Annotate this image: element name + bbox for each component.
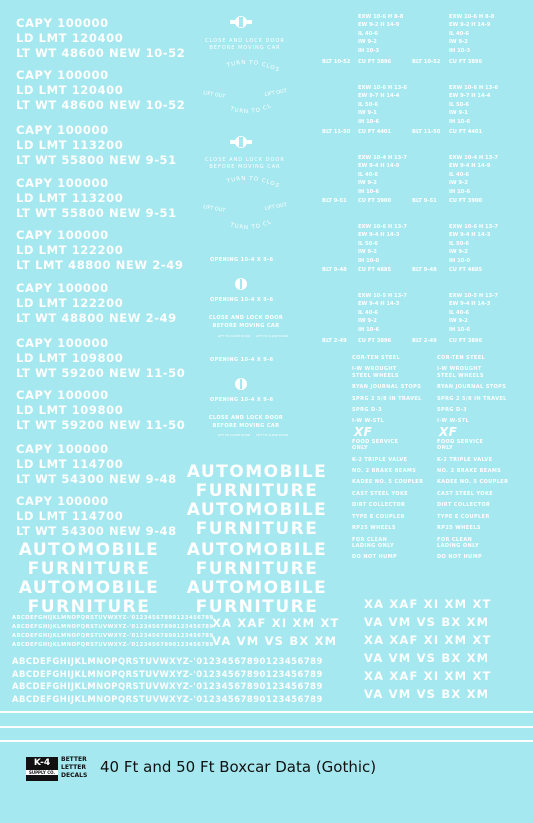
rp25-wheels: RP25 WHEELS xyxy=(437,525,481,532)
door-handle-icon xyxy=(230,134,252,156)
ih-line: IH 10-3 xyxy=(358,47,380,54)
iw-line: IW 9-2 xyxy=(449,180,468,187)
alpha-small-line: ABCDEFGHIJKLMNOPQRSTUVWXYZ-'01234567890123456789 xyxy=(12,633,214,639)
door-roller-icon xyxy=(234,376,248,395)
wrought-2: STEEL WHEELS xyxy=(352,372,399,379)
brake-beams: NO. 2 BRAKE BEAMS xyxy=(437,468,502,475)
iw-line: IW 9-1 xyxy=(358,110,377,117)
door-roller-icon xyxy=(234,276,248,295)
clean-2: LADING ONLY xyxy=(437,542,479,549)
lift-to-close-right: LIFT TO CLOSE DOOR xyxy=(256,334,289,338)
built-date: BLT 10-52 xyxy=(412,59,441,65)
ew-line: EW 9-4 H 14-3 xyxy=(358,232,400,239)
il-line: IL 50-6 xyxy=(358,101,379,108)
close-move-line-2: BEFORE MOVING CAR xyxy=(209,45,281,51)
turn-to-open-text: TURN TO CL xyxy=(229,103,273,116)
furniture-text: FURNITURE xyxy=(195,597,319,617)
close-lock-door-text xyxy=(206,415,286,430)
ih-line: IH 10-6 xyxy=(449,326,471,333)
load-limit-line: LD LMT 109800 xyxy=(16,403,124,417)
turn-to-close-text: TURN TO CLOS xyxy=(226,175,281,190)
light-weight-line: LT WT 55800 NEW 9-51 xyxy=(16,206,177,220)
alphabet-large xyxy=(12,655,323,705)
type-e-coupler: TYPE E COUPLER xyxy=(352,513,405,520)
exw-line: EXW 10-5 H 13-7 xyxy=(449,293,498,299)
stripe xyxy=(0,740,533,742)
built-date: BLT 2-49 xyxy=(322,338,347,344)
triple-valve: K-2 TRIPLE VALVE xyxy=(352,456,408,463)
wrought-1: I-W WROUGHT xyxy=(437,366,482,373)
lift-to-close-left: LIFT TO CLOSE DOOR xyxy=(218,334,251,338)
light-weight-line: LT WT 48800 NEW 2-49 xyxy=(16,311,177,325)
spring-travel: SPRG 2 5/8 IN TRAVEL xyxy=(437,395,507,402)
automobile-text: AUTOMOBILE xyxy=(18,540,160,560)
rp25-wheels: RP25 WHEELS xyxy=(352,525,396,532)
capy-line: CAPY 100000 xyxy=(16,494,109,508)
close-lock-line-1: CLOSE AND LOCK DOOR xyxy=(208,415,284,421)
tag-2: LETTER xyxy=(61,764,86,771)
il-line: IL 40-6 xyxy=(358,309,379,316)
tag-1: BETTER xyxy=(61,756,87,763)
type-e-coupler: TYPE E COUPLER xyxy=(437,513,490,520)
exw-line: EXW 10-4 H 13-7 xyxy=(358,155,407,161)
clean-1: FOR CLEAN xyxy=(352,536,388,543)
light-weight-line: LT WT 59200 NEW 11-50 xyxy=(16,418,186,432)
class-line-2: VA VM VS BX XM xyxy=(364,651,490,665)
built-date: BLT 10-52 xyxy=(322,59,351,65)
stripe xyxy=(0,711,533,713)
capy-block-10 xyxy=(16,494,177,539)
automobile-text: AUTOMOBILE xyxy=(18,578,160,598)
alpha-small-line: ABCDEFGHIJKLMNOPQRSTUVWXYZ-'01234567890123456789 xyxy=(12,624,214,630)
class-line-1: XA XAF XI XM XT xyxy=(364,597,492,611)
iw-line: IW 9-2 xyxy=(358,249,377,256)
xf-badge: XF xyxy=(439,424,458,439)
capy-line: CAPY 100000 xyxy=(16,228,109,242)
ih-line: IH 10-6 xyxy=(449,188,471,195)
exw-line: EXW 10-6 H 13-6 xyxy=(358,85,407,91)
opening-dimension-2: OPENING 10-4 X 9-6 xyxy=(210,297,274,303)
ih-line: IH 10-3 xyxy=(449,47,471,54)
capy-block-8 xyxy=(16,388,185,433)
exw-line: EXW 10-6 H 13-6 xyxy=(449,85,498,91)
furniture-text: FURNITURE xyxy=(195,481,319,501)
iw-line: IW 9-2 xyxy=(449,39,468,46)
built-date: BLT 9-48 xyxy=(412,267,437,273)
capy-block-2 xyxy=(16,68,185,113)
svg-text:TURN TO CLOSE xyxy=(197,172,281,190)
sprg: SPRG D-3 xyxy=(437,407,467,414)
capy-block-9 xyxy=(16,442,177,487)
ih-line: IH 10-6 xyxy=(358,326,380,333)
lift-out-right: LIFT OUT xyxy=(264,88,288,98)
alphabet-small xyxy=(12,614,214,650)
built-date: BLT 11-50 xyxy=(322,129,351,135)
food-2: ONLY xyxy=(437,445,454,452)
capy-block-3 xyxy=(16,123,177,168)
close-move-line-1: CLOSE AND LOCK DOOR xyxy=(205,38,285,44)
ew-line: EW 9-2 H 14-9 xyxy=(449,22,491,29)
load-limit-line: LD LMT 114700 xyxy=(16,457,124,471)
light-weight-line: LT WT 54300 NEW 9-48 xyxy=(16,472,177,486)
ih-line: IH 10-0 xyxy=(449,257,471,264)
il-line: IL 40-6 xyxy=(358,30,379,37)
load-limit-line: LD LMT 113200 xyxy=(16,191,124,205)
coupler: KADEE NO. 5 COUPLER xyxy=(437,479,509,486)
exw-line: EXW 10-6 H 8-8 xyxy=(449,14,495,20)
sprg: SPRG D-3 xyxy=(352,407,382,414)
il-line: IL 40-6 xyxy=(449,30,470,37)
exw-line: EXW 10-6 H 8-8 xyxy=(358,14,404,20)
lift-out-left: LIFT OUT xyxy=(202,90,226,100)
coupler: KADEE NO. 5 COUPLER xyxy=(352,479,424,486)
capy-block-5 xyxy=(16,228,183,273)
il-line: IL 50-6 xyxy=(358,240,379,247)
class-line-2: VA VM VS BX XM xyxy=(364,615,490,629)
class-line-1: XA XAF XI XM XT xyxy=(212,616,340,630)
cubic-feet: CU FT 4401 xyxy=(358,129,392,135)
close-lock-moving-text xyxy=(190,157,300,171)
close-move-line-1: CLOSE AND LOCK DOOR xyxy=(205,157,285,163)
logo-mark: K-4 xyxy=(33,758,51,768)
il-line: IL 50-6 xyxy=(449,101,470,108)
brand-logo xyxy=(26,757,58,781)
light-weight-line: LT WT 54300 NEW 9-48 xyxy=(16,524,177,538)
load-limit-line: LD LMT 109800 xyxy=(16,351,124,365)
cubic-feet: CU FT 4885 xyxy=(449,267,483,273)
do-not-hump: DO NOT HUMP xyxy=(437,554,483,561)
close-lock-door-text xyxy=(206,315,286,330)
capy-line: CAPY 100000 xyxy=(16,442,109,456)
iw-line: IW 9-2 xyxy=(358,39,377,46)
load-limit-line: LD LMT 122200 xyxy=(16,243,124,257)
exw-line: EXW 10-4 H 13-7 xyxy=(449,155,498,161)
ih-line: IH 10-0 xyxy=(358,257,380,264)
wrought-2: STEEL WHEELS xyxy=(437,372,484,379)
alpha-large-line: ABCDEFGHIJKLMNOPQRSTUVWXYZ-'01234567890123456789 xyxy=(12,693,323,704)
brake-beams: NO. 2 BRAKE BEAMS xyxy=(352,468,417,475)
class-codes-center xyxy=(212,614,340,650)
light-weight-line: LT WT 48600 NEW 10-52 xyxy=(16,98,186,112)
capy-line: CAPY 100000 xyxy=(16,68,109,82)
capy-line: CAPY 100000 xyxy=(16,281,109,295)
built-date: BLT 11-50 xyxy=(412,129,441,135)
ew-line: EW 9-7 H 14-4 xyxy=(358,93,400,100)
ih-line: IH 10-6 xyxy=(358,188,380,195)
logo-sub: SUPPLY CO. xyxy=(26,770,58,775)
close-lock-line-1: CLOSE AND LOCK DOOR xyxy=(208,315,284,321)
dirt-collector: DIRT COLLECTOR xyxy=(437,502,491,509)
ih-line: IH 10-6 xyxy=(449,118,471,125)
clean-2: LADING ONLY xyxy=(352,542,394,549)
furniture-text: FURNITURE xyxy=(195,519,319,539)
ew-line: EW 9-4 H 14-3 xyxy=(358,301,400,308)
il-line: IL 40-6 xyxy=(358,171,379,178)
food-1: FOOD SERVICE xyxy=(437,438,484,445)
iw-line: IW 9-2 xyxy=(358,318,377,325)
wrought-1: I-W WROUGHT xyxy=(352,366,397,373)
class-codes-right xyxy=(364,595,492,703)
built-date: BLT 2-49 xyxy=(412,338,437,344)
il-line: IL 40-6 xyxy=(449,171,470,178)
furniture-text: FURNITURE xyxy=(27,559,151,579)
xf-badge: XF xyxy=(354,424,373,439)
load-limit-line: LD LMT 120400 xyxy=(16,83,124,97)
furniture-text: FURNITURE xyxy=(27,597,151,617)
capy-block-6 xyxy=(16,281,177,326)
class-line-2: VA VM VS BX XM xyxy=(212,634,338,648)
load-limit-line: LD LMT 120400 xyxy=(16,31,124,45)
auto-furniture-center-2 xyxy=(182,541,332,617)
ew-line: EW 9-4 H 14-9 xyxy=(449,163,491,170)
built-date: BLT 9-51 xyxy=(412,198,437,204)
yoke: CAST STEEL YOKE xyxy=(352,490,409,497)
food-1: FOOD SERVICE xyxy=(352,438,399,445)
opening-dimension-3: OPENING 10-4 X 9-6 xyxy=(210,357,274,363)
lift-out-left: LIFT OUT xyxy=(202,204,226,214)
sheet-title: 40 Ft and 50 Ft Boxcar Data (Gothic) xyxy=(100,758,377,776)
load-limit-line: LD LMT 114700 xyxy=(16,509,124,523)
light-weight-line: LT WT 48600 NEW 10-52 xyxy=(16,46,186,60)
furniture-text: FURNITURE xyxy=(195,559,319,579)
capy-line: CAPY 100000 xyxy=(16,336,109,350)
automobile-text: AUTOMOBILE xyxy=(186,540,328,560)
capy-line: CAPY 100000 xyxy=(16,16,109,30)
dirt-collector: DIRT COLLECTOR xyxy=(352,502,406,509)
light-weight-line: LT WT 59200 NEW 11-50 xyxy=(16,366,186,380)
class-line-1: XA XAF XI XM XT xyxy=(364,633,492,647)
light-weight-line: LT WT 55800 NEW 9-51 xyxy=(16,153,177,167)
turn-to-close-arc-2 xyxy=(197,172,297,244)
clean-1: FOR CLEAN xyxy=(437,536,473,543)
close-move-line-2: BEFORE MOVING CAR xyxy=(209,164,281,170)
turn-to-close-text: TURN TO CLOS xyxy=(226,59,281,74)
opening-dimension-4: OPENING 10-4 X 9-6 xyxy=(210,397,274,403)
ryan: RYAN JOURNAL STOPS xyxy=(352,384,422,391)
cubic-feet: CU FT 3896 xyxy=(358,338,392,344)
specs-left xyxy=(352,355,423,561)
iw-line: IW 9-2 xyxy=(449,249,468,256)
ew-line: EW 9-7 H 14-4 xyxy=(449,93,491,100)
door-handle-icon xyxy=(230,14,252,36)
specs-right xyxy=(437,355,508,561)
exw-line: EXW 10-5 H 13-7 xyxy=(358,293,407,299)
load-limit-line: LD LMT 113200 xyxy=(16,138,124,152)
il-line: IL 50-6 xyxy=(449,240,470,247)
il-line: IL 40-6 xyxy=(449,309,470,316)
iw-line: IW 9-1 xyxy=(449,110,468,117)
class-line-1: XA XAF XI XM XT xyxy=(364,669,492,683)
ih-line: IH 10-6 xyxy=(358,118,380,125)
spring-travel: SPRG 2 5/8 IN TRAVEL xyxy=(352,395,422,402)
yoke: CAST STEEL YOKE xyxy=(437,490,494,497)
alpha-small-line: ABCDEFGHIJKLMNOPQRSTUVWXYZ-'01234567890123456789 xyxy=(12,615,214,621)
capy-block-1 xyxy=(16,16,185,61)
load-limit-line: LD LMT 122200 xyxy=(16,296,124,310)
stripe xyxy=(0,726,533,728)
cubic-feet: CU FT 3896 xyxy=(449,59,483,65)
light-weight-line: LT LMT 48800 NEW 2-49 xyxy=(16,258,184,272)
alpha-large-line: ABCDEFGHIJKLMNOPQRSTUVWXYZ-'01234567890123456789 xyxy=(12,681,323,691)
alpha-small-line: ABCDEFGHIJKLMNOPQRSTUVWXYZ-'01234567890123456789 xyxy=(12,642,214,648)
capy-line: CAPY 100000 xyxy=(16,388,109,402)
iw-stl: I-W W-STL xyxy=(437,418,470,425)
iw-line: IW 9-2 xyxy=(358,180,377,187)
ew-line: EW 9-4 H 14-3 xyxy=(449,232,491,239)
do-not-hump: DO NOT HUMP xyxy=(352,554,398,561)
automobile-text: AUTOMOBILE xyxy=(186,462,328,482)
close-move-text xyxy=(192,38,298,52)
cubic-feet: CU FT 4401 xyxy=(449,129,483,135)
lift-to-close-right: LIFT TO CLOSE DOOR xyxy=(256,433,289,437)
alpha-large-line: ABCDEFGHIJKLMNOPQRSTUVWXYZ-'01234567890123456789 xyxy=(12,656,323,666)
built-date: BLT 9-51 xyxy=(322,198,347,204)
automobile-text: AUTOMOBILE xyxy=(186,500,328,520)
close-lock-line-2: BEFORE MOVING CAR xyxy=(212,422,280,429)
cubic-feet: CU FT 3896 xyxy=(449,338,483,344)
ryan: RYAN JOURNAL STOPS xyxy=(437,384,507,391)
auto-furniture-center xyxy=(182,463,332,539)
lift-out-right: LIFT OUT xyxy=(264,202,288,212)
cubic-feet: CU FT 3900 xyxy=(358,198,392,204)
food-2: ONLY xyxy=(352,445,369,452)
ew-line: EW 9-4 H 14-9 xyxy=(358,163,400,170)
exw-line: EXW 10-6 H 13-7 xyxy=(449,224,498,230)
cubic-feet: CU FT 3900 xyxy=(449,198,483,204)
cor-ten: COR-TEN STEEL xyxy=(437,355,486,361)
tag-3: DECALS xyxy=(61,772,88,779)
iw-line: IW 9-2 xyxy=(449,318,468,325)
cubic-feet: CU FT 4885 xyxy=(358,267,392,273)
lift-to-close-left: LIFT TO CLOSE DOOR xyxy=(218,433,251,437)
auto-furniture-left xyxy=(14,541,164,617)
opening-dimension-1: OPENING 10-4 X 9-6 xyxy=(210,257,274,263)
exw-line: EXW 10-6 H 13-7 xyxy=(358,224,407,230)
capy-line: CAPY 100000 xyxy=(16,123,109,137)
alpha-large-line: ABCDEFGHIJKLMNOPQRSTUVWXYZ-'01234567890123456789 xyxy=(12,668,323,679)
ew-line: EW 9-2 H 14-9 xyxy=(358,22,400,29)
close-lock-line-2: BEFORE MOVING CAR xyxy=(212,322,280,329)
cor-ten: COR-TEN STEEL xyxy=(352,355,401,361)
capy-block-7 xyxy=(16,336,185,381)
brand-tagline xyxy=(61,756,87,780)
turn-to-close-arc-1 xyxy=(197,56,297,128)
ew-line: EW 9-4 H 14-3 xyxy=(449,301,491,308)
triple-valve: K-2 TRIPLE VALVE xyxy=(437,456,493,463)
capy-block-4 xyxy=(16,176,177,221)
svg-text:TURN TO CLOSE xyxy=(197,56,281,74)
capy-line: CAPY 100000 xyxy=(16,176,109,190)
built-date: BLT 9-48 xyxy=(322,267,347,273)
turn-to-open-text: TURN TO CL xyxy=(229,219,273,232)
iw-stl: I-W W-STL xyxy=(352,418,385,425)
class-line-2: VA VM VS BX XM xyxy=(364,687,490,701)
automobile-text: AUTOMOBILE xyxy=(186,578,328,598)
cubic-feet: CU FT 3896 xyxy=(358,59,392,65)
